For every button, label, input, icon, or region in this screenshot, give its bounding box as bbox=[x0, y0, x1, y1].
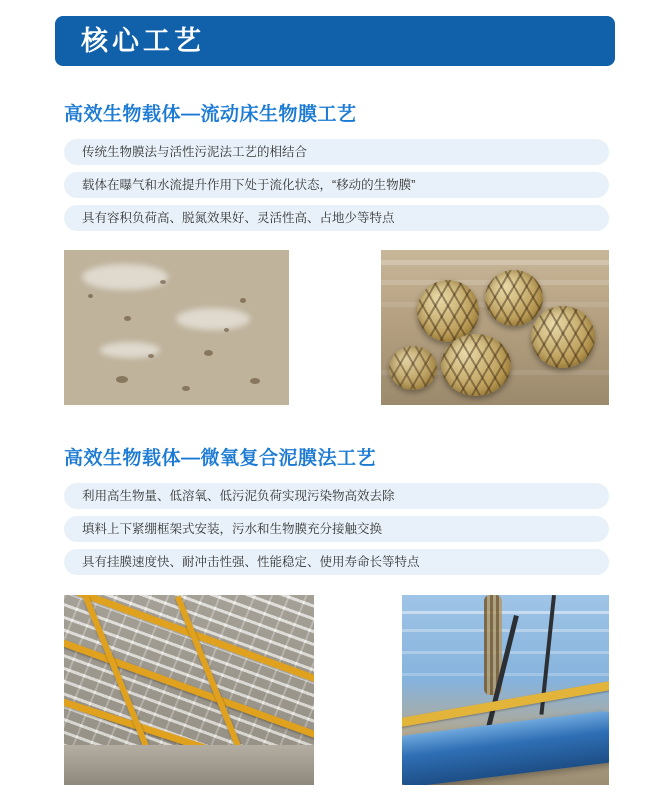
grating-installation-photo bbox=[64, 595, 314, 785]
list-item: 载体在曝气和水流提升作用下处于流化状态，“移动的生物膜” bbox=[64, 172, 609, 198]
honeycomb-carrier-photo bbox=[381, 250, 609, 405]
sludge-surface-photo bbox=[64, 250, 289, 405]
bullet-list bbox=[64, 483, 609, 575]
blue-pipe-aeration-photo bbox=[402, 595, 609, 785]
list-item: 具有挂膜速度快、耐冲击性强、性能稳定、使用寿命长等特点 bbox=[64, 549, 609, 575]
image-row-mbbr bbox=[64, 250, 609, 405]
section-mbbr bbox=[64, 104, 609, 238]
list-item: 具有容积负荷高、脱氮效果好、灵活性高、占地少等特点 bbox=[64, 205, 609, 231]
list-item: 传统生物膜法与活性污泥法工艺的相结合 bbox=[64, 139, 609, 165]
section-micro-oxygen bbox=[64, 448, 609, 582]
page-banner bbox=[55, 16, 615, 66]
list-item: 利用高生物量、低溶氧、低污泥负荷实现污染物高效去除 bbox=[64, 483, 609, 509]
image-row-micro-oxygen bbox=[64, 595, 609, 785]
bullet-list bbox=[64, 139, 609, 231]
section-heading: 高效生物载体—微氧复合泥膜法工艺 bbox=[64, 448, 377, 469]
page-title: 核心工艺 bbox=[81, 25, 205, 56]
section-heading: 高效生物载体—流动床生物膜工艺 bbox=[64, 104, 357, 125]
list-item: 填料上下紧绷框架式安装，污水和生物膜充分接触交换 bbox=[64, 516, 609, 542]
